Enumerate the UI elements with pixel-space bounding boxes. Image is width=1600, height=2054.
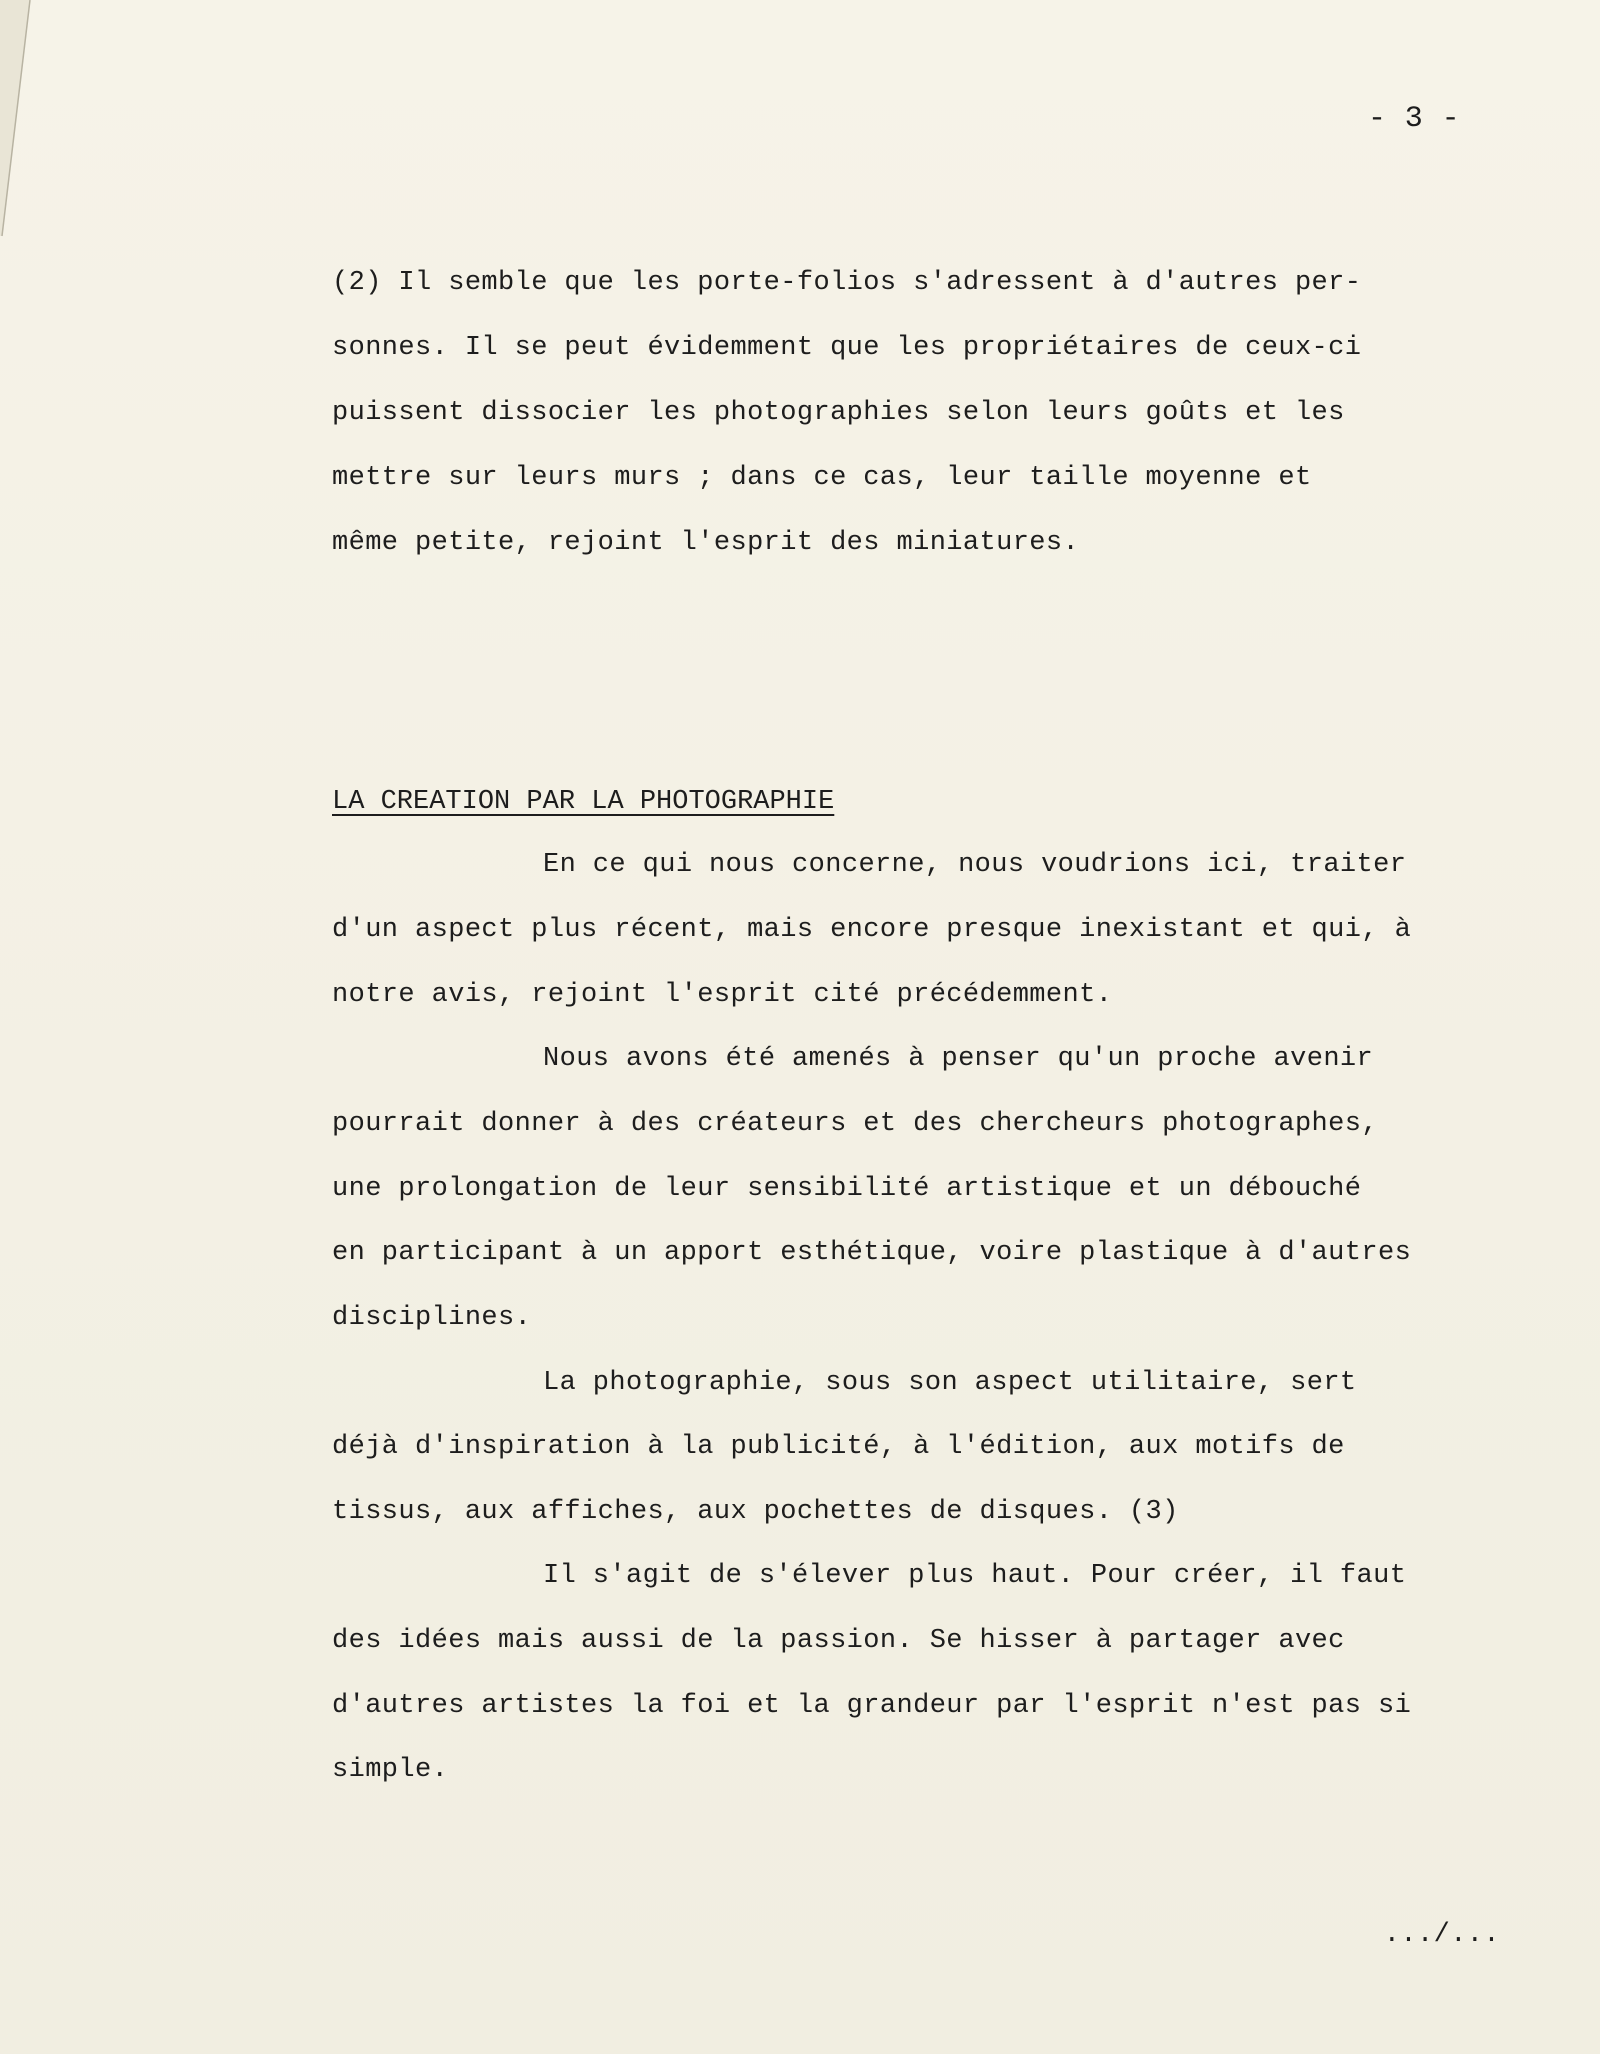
note-line: (2) Il semble que les porte-folios s'adressent à d'autres per- bbox=[332, 268, 1362, 298]
body-line: disciplines. bbox=[332, 1303, 532, 1333]
body-line: tissus, aux affiches, aux pochettes de disques. (3) bbox=[332, 1497, 1179, 1527]
note-line: même petite, rejoint l'esprit des miniatures. bbox=[332, 528, 1080, 558]
continuation-mark: .../... bbox=[1383, 1920, 1500, 1950]
body-line: Il s'agit de s'élever plus haut. Pour créer, il faut bbox=[543, 1561, 1407, 1591]
note-line: mettre sur leurs murs ; dans ce cas, leur taille moyenne et bbox=[332, 463, 1312, 493]
note-line: puissent dissocier les photographies selon leurs goûts et les bbox=[332, 398, 1345, 428]
note-line: sonnes. Il se peut évidemment que les propriétaires de ceux-ci bbox=[332, 333, 1362, 363]
body-line: notre avis, rejoint l'esprit cité précédemment. bbox=[332, 980, 1113, 1010]
body-line: En ce qui nous concerne, nous voudrions ici, traiter bbox=[543, 850, 1407, 880]
body-line: d'un aspect plus récent, mais encore presque inexistant et qui, à bbox=[332, 915, 1412, 945]
body-line: une prolongation de leur sensibilité artistique et un débouché bbox=[332, 1174, 1362, 1204]
body-line: Nous avons été amenés à penser qu'un proche avenir bbox=[543, 1044, 1374, 1074]
body-line: La photographie, sous son aspect utilitaire, sert bbox=[543, 1368, 1357, 1398]
section-heading: LA CREATION PAR LA PHOTOGRAPHIE bbox=[332, 787, 835, 817]
body-line: simple. bbox=[332, 1755, 449, 1785]
paper-fold-edge bbox=[0, 0, 32, 240]
body-line: des idées mais aussi de la passion. Se hisser à partager avec bbox=[332, 1626, 1345, 1656]
body-line: pourrait donner à des créateurs et des chercheurs photographes, bbox=[332, 1109, 1378, 1139]
page-number: - 3 - bbox=[1367, 102, 1460, 136]
body-line: déjà d'inspiration à la publicité, à l'édition, aux motifs de bbox=[332, 1432, 1345, 1462]
body-line: en participant à un apport esthétique, voire plastique à d'autres bbox=[332, 1238, 1412, 1268]
body-line: d'autres artistes la foi et la grandeur par l'esprit n'est pas si bbox=[332, 1691, 1412, 1721]
